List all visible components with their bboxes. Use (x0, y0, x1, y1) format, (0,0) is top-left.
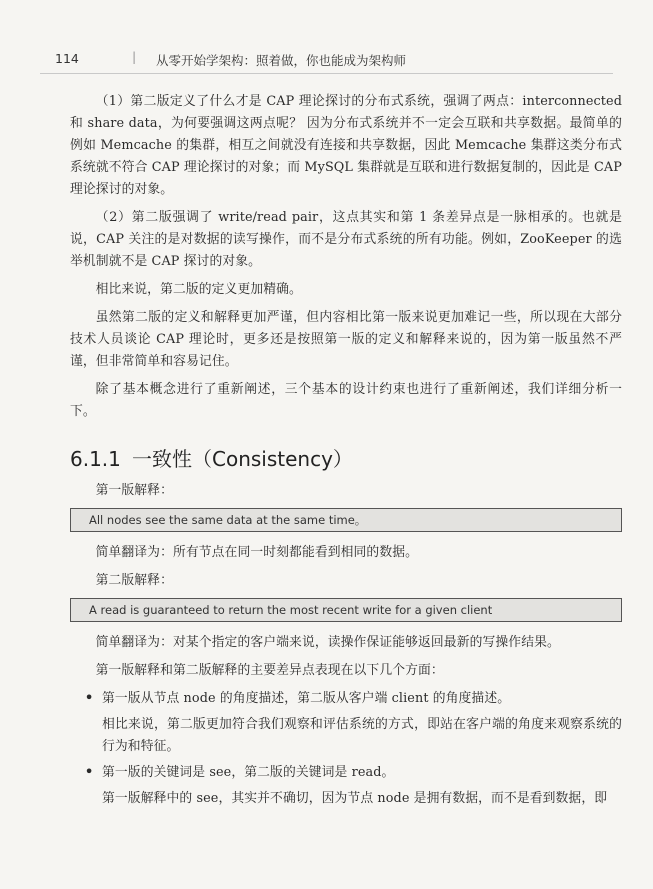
v2-translation: 简单翻译为：对某个指定的客户端来说，读操作保证能够返回最新的写操作结果。 (95, 635, 560, 650)
bullet-marker: • (84, 688, 94, 707)
v2-quote-box: A read is guaranteed to return the most recent write for a given client (70, 598, 622, 622)
book-title: 从零开始学架构：照着做，你也能成为架构师 (156, 53, 407, 68)
bullet-marker: • (84, 762, 94, 781)
paragraph-usage: 虽然第二版的定义和解释更加严谨，但内容相比第一版来说更加难记一些，所以现在大部分技术人员谈论 CAP 理论时，更多还是按照第一版的定义和解释来说的，因为第一版虽然不严谨，但非常简单和容易记住。 (70, 310, 622, 369)
bullet-text: 第一版从节点 node 的角度描述，第二版从客户端 client 的角度描述。 (102, 691, 511, 706)
section-title: 一致性（Consistency） (132, 447, 353, 471)
v2-label: 第二版解释： (95, 573, 173, 588)
paragraph-comparison: 相比来说，第二版的定义更加精确。 (95, 282, 302, 297)
section-heading (70, 443, 622, 472)
v1-quote-box: All nodes see the same data at the same time。 (70, 508, 622, 532)
section-number: 6.1.1 (70, 447, 121, 471)
paragraph-point-2: （2）第二版强调了 write/read pair，这点其实和第 1 条差异点是一脉相承的。也就是说，CAP 关注的是对数据的读写操作，而不是分布式系统的所有功能。例如，ZooKeeper 的选举机制就不是 CAP 探讨的对象。 (70, 210, 622, 269)
bullet-detail: 第一版解释中的 see，其实并不确切，因为节点 node 是拥有数据，而不是看到数据，即 (102, 791, 608, 806)
bullet-detail: 相比来说，第二版更加符合我们观察和评估系统的方式，即站在客户端的角度来观察系统的行为和特征。 (102, 717, 622, 754)
v1-label: 第一版解释： (95, 483, 173, 498)
bullet-item (70, 688, 622, 758)
running-header (40, 45, 613, 74)
header-separator: | (132, 49, 137, 64)
paragraph-point-1: （1）第二版定义了什么才是 CAP 理论探讨的分布式系统，强调了两点：interconnected 和 share data，为何要强调这两点呢？ 因为分布式系统并不一定会互联和共享数据。最简单的例如 Memcache 的集群，相互之间就没有连接和共享数据，因此 Memcache 集群这类分布式系统就不符合 CAP 理论探讨的对象；而 MySQL 集群就是互联和进行数据复制的，因此是 CAP 理论探讨的对象。 (70, 94, 622, 197)
page-number: 114 (55, 51, 79, 66)
paragraph-transition: 除了基本概念进行了重新阐述，三个基本的设计约束也进行了重新阐述，我们详细分析一下。 (70, 382, 622, 419)
bullet-text: 第一版的关键词是 see，第二版的关键词是 read。 (102, 765, 395, 780)
page-content (70, 91, 622, 814)
v1-translation: 简单翻译为：所有节点在同一时刻都能看到相同的数据。 (95, 545, 419, 560)
diff-intro: 第一版解释和第二版解释的主要差异点表现在以下几个方面： (95, 663, 444, 678)
bullet-item (70, 762, 622, 810)
